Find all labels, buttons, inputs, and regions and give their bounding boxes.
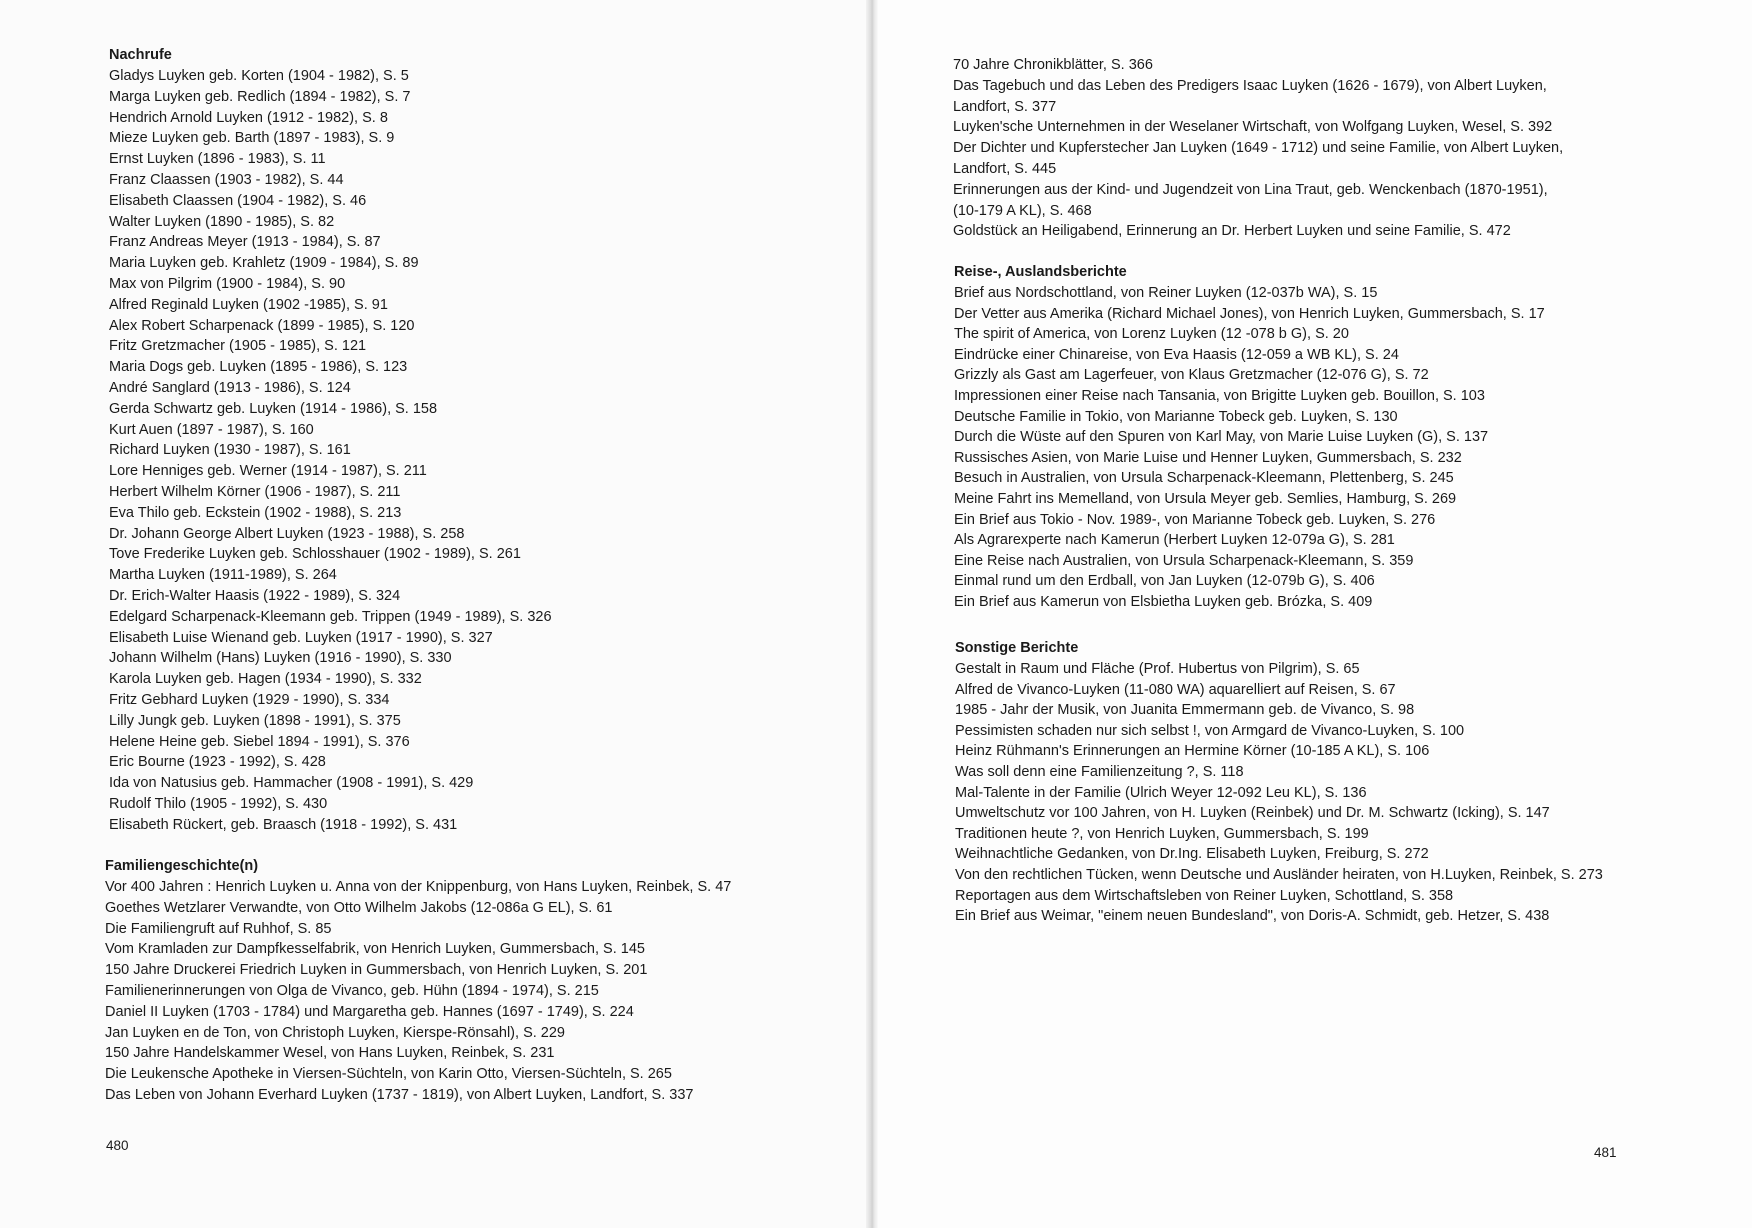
list-item: Gestalt in Raum und Fläche (Prof. Hubertus von Pilgrim), S. 65	[955, 661, 1360, 677]
section-heading: Nachrufe	[109, 47, 172, 63]
section-reiseberichte	[954, 262, 1545, 613]
list-item: Lilly Jungk geb. Luyken (1898 - 1991), S. 375	[109, 712, 401, 729]
list-item: Rudolf Thilo (1905 - 1992), S. 430	[109, 795, 328, 812]
list-item: Durch die Wüste auf den Spuren von Karl May, von Marie Luise Luyken (G), S. 137	[954, 429, 1489, 446]
list-item: Max von Pilgrim (1900 - 1984), S. 90	[109, 275, 346, 292]
list-item: Ein Brief aus Weimar, "einem neuen Bundesland", von Doris-A. Schmidt, geb. Hetzer, S. 438	[955, 908, 1550, 925]
list-item: Johann Wilhelm (Hans) Luyken (1916 - 1990), S. 330	[109, 650, 452, 667]
list-item: Kurt Auen (1897 - 1987), S. 160	[109, 421, 314, 438]
list-item: Mieze Luyken geb. Barth (1897 - 1983), S. 9	[109, 130, 395, 147]
list-item: Ein Brief aus Tokio - Nov. 1989-, von Marianne Tobeck geb. Luyken, S. 276	[954, 511, 1436, 528]
list-item: Von den rechtlichen Tücken, wenn Deutsche und Ausländer heiraten, von H.Luyken, Reinbek, S. 273	[955, 866, 1603, 883]
list-item: 70 Jahre Chronikblätter, S. 366	[953, 57, 1153, 73]
list-item: Elisabeth Luise Wienand geb. Luyken (1917 - 1990), S. 327	[109, 629, 493, 646]
list-item: Umweltschutz vor 100 Jahren, von H. Luyken (Reinbek) und Dr. M. Schwartz (Icking), S. 147	[955, 805, 1550, 822]
list-item: Elisabeth Rückert, geb. Braasch (1918 - 1992), S. 431	[109, 816, 458, 833]
entry-list	[954, 283, 1545, 613]
list-item: Mal-Talente in der Familie (Ulrich Weyer 12-092 Leu KL), S. 136	[955, 784, 1367, 801]
list-item: Fritz Gebhard Luyken (1929 - 1990), S. 334	[109, 691, 390, 708]
list-item: Der Dichter und Kupferstecher Jan Luyken (1649 - 1712) und seine Familie, von Albert Luyken,	[953, 140, 1564, 157]
list-item: Ein Brief aus Kamerun von Elsbiethа Luyken geb. Brózka, S. 409	[954, 593, 1373, 610]
list-item: Landfort, S. 377	[953, 98, 1057, 115]
list-item: Eine Reise nach Australien, von Ursula Scharpenack-Kleemann, S. 359	[954, 552, 1414, 569]
list-item: Karola Luyken geb. Hagen (1934 - 1990), S. 332	[109, 671, 422, 688]
list-item: Maria Dogs geb. Luyken (1895 - 1986), S. 123	[109, 359, 408, 376]
list-item: Hendrich Arnold Luyken (1912 - 1982), S. 8	[109, 109, 388, 126]
list-item: Als Agrarexperte nach Kamerun (Herbert Luyken 12-079a G), S. 281	[954, 532, 1395, 549]
list-item: Lore Henniges geb. Werner (1914 - 1987), S. 211	[109, 463, 427, 480]
list-item: Maria Luyken geb. Krahletz (1909 - 1984), S. 89	[109, 255, 419, 272]
list-item: Edelgard Scharpenack-Kleemann geb. Trippen (1949 - 1989), S. 326	[109, 608, 552, 625]
list-item: Russisches Asien, von Marie Luise und Henner Luyken, Gummersbach, S. 232	[954, 449, 1462, 466]
list-item: Franz Andreas Meyer (1913 - 1984), S. 87	[109, 234, 381, 251]
list-item: Franz Claassen (1903 - 1982), S. 44	[109, 171, 344, 188]
list-item: Der Vetter aus Amerika (Richard Michael Jones), von Henrich Luyken, Gummersbach, S. 17	[954, 305, 1545, 322]
list-item: Dr. Erich-Walter Haasis (1922 - 1989), S. 324	[109, 587, 401, 604]
list-item: Vor 400 Jahren : Henrich Luyken u. Anna von der Knippenburg, von Hans Luyken, Reinbek, S. 47	[105, 879, 732, 895]
list-item: Elisabeth Claassen (1904 - 1982), S. 46	[109, 192, 367, 209]
section-nachrufe	[109, 45, 552, 835]
list-item: Goldstück an Heiligabend, Erinnerung an Dr. Herbert Luyken und seine Familie, S. 472	[953, 223, 1511, 240]
list-item: Tove Frederike Luyken geb. Schlosshauer (1902 - 1989), S. 261	[109, 546, 521, 563]
list-item: Heinz Rühmann's Erinnerungen an Hermine Körner (10-185 A KL), S. 106	[955, 743, 1430, 760]
list-item: Ernst Luyken (1896 - 1983), S. 11	[109, 151, 326, 168]
list-item: Was soll denn eine Familienzeitung ?, S. 118	[955, 763, 1244, 780]
list-item: Einmal rund um den Erdball, von Jan Luyken (12-079b G), S. 406	[954, 573, 1375, 590]
list-item: Dr. Johann George Albert Luyken (1923 - 1988), S. 258	[109, 525, 465, 542]
section-heading: Reise-, Auslandsberichte	[954, 264, 1127, 280]
list-item: Reportagen aus dem Wirtschaftsleben von Reiner Luyken, Schottland, S. 358	[955, 887, 1454, 904]
list-item: Ida von Natusius geb. Hammacher (1908 - 1991), S. 429	[109, 775, 474, 792]
entry-list	[955, 659, 1603, 927]
list-item: André Sanglard (1913 - 1986), S. 124	[109, 379, 351, 396]
list-item: Walter Luyken (1890 - 1985), S. 82	[109, 213, 335, 230]
section-sonstige	[955, 638, 1603, 927]
list-item: Das Tagebuch und das Leben des Predigers Isaac Luyken (1626 - 1679), von Albert Luyken,	[953, 77, 1547, 94]
list-item: Richard Luyken (1930 - 1987), S. 161	[109, 442, 351, 459]
list-item: Gerda Schwartz geb. Luyken (1914 - 1986), S. 158	[109, 400, 438, 417]
list-item: Fritz Gretzmacher (1905 - 1985), S. 121	[109, 338, 367, 355]
list-item: Goethes Wetzlarer Verwandte, von Otto Wilhelm Jakobs (12-086a G EL), S. 61	[105, 899, 613, 916]
list-item: Alfred Reginald Luyken (1902 -1985), S. 91	[109, 296, 388, 313]
page-number-left: 480	[106, 1138, 129, 1153]
list-item: Die Familiengruft auf Ruhhof, S. 85	[105, 920, 332, 937]
list-item: Eindrücke einer Chinareise, von Eva Haasis (12-059 a WB KL), S. 24	[954, 346, 1399, 363]
entry-list	[109, 66, 552, 835]
list-item: Traditionen heute ?, von Henrich Luyken, Gummersbach, S. 199	[955, 825, 1369, 842]
list-item: (10-179 A KL), S. 468	[953, 202, 1092, 219]
list-item: Das Leben von Johann Everhard Luyken (1737 - 1819), von Albert Luyken, Landfort, S. 337	[105, 1086, 694, 1103]
list-item: Martha Luyken (1911-1989), S. 264	[109, 567, 337, 584]
list-item: 150 Jahre Druckerei Friedrich Luyken in Gummersbach, von Henrich Luyken, S. 201	[105, 962, 648, 979]
section-heading: Familiengeschichte(n)	[105, 858, 259, 874]
list-item: Daniel II Luyken (1703 - 1784) und Margaretha geb. Hannes (1697 - 1749), S. 224	[105, 1003, 634, 1020]
list-item: Helene Heine geb. Siebel 1894 - 1991), S. 376	[109, 733, 410, 750]
list-item: Impressionen einer Reise nach Tansania, von Brigitte Luyken geb. Bouillon, S. 103	[954, 387, 1485, 404]
list-item: 150 Jahre Handelskammer Wesel, von Hans Luyken, Reinbek, S. 231	[105, 1045, 555, 1062]
list-item: Gladys Luyken geb. Korten (1904 - 1982), S. 5	[109, 68, 409, 84]
list-item: Landfort, S. 445	[953, 160, 1057, 177]
list-item: Alfred de Vivanco-Luyken (11-080 WA) aquarelliert auf Reisen, S. 67	[955, 681, 1396, 698]
list-item: Herbert Wilhelm Körner (1906 - 1987), S. 211	[109, 483, 401, 500]
list-item: 1985 - Jahr der Musik, von Juanita Emmermann geb. de Vivanco, S. 98	[955, 702, 1415, 719]
list-item: Jan Luyken en de Ton, von Christoph Luyken, Kierspe-Rönsahl), S. 229	[105, 1024, 565, 1041]
list-item: Die Leukensche Apotheke in Viersen-Süchteln, von Karin Otto, Viersen-Süchteln, S. 265	[105, 1066, 672, 1083]
list-item: The spirit of America, von Lorenz Luyken (12 -078 b G), S. 20	[954, 326, 1349, 343]
list-item: Luyken'sche Unternehmen in der Weselaner Wirtschaft, von Wolfgang Luyken, Wesel, S. 392	[953, 119, 1553, 136]
entry-list	[953, 55, 1563, 242]
book-gutter	[866, 0, 878, 1228]
section-right-intro	[953, 55, 1563, 242]
list-item: Pessimisten schaden nur sich selbst !, von Armgard de Vivanco-Luyken, S. 100	[955, 722, 1465, 739]
page-number-right: 481	[1594, 1145, 1617, 1160]
list-item: Erinnerungen aus der Kind- und Jugendzeit von Lina Traut, geb. Wenckenbach (1870-1951),	[953, 181, 1548, 198]
list-item: Familienerinnerungen von Olga de Vivanco, geb. Hühn (1894 - 1974), S. 215	[105, 982, 599, 999]
entry-list	[105, 877, 731, 1106]
list-item: Meine Fahrt ins Memelland, von Ursula Meyer geb. Semlies, Hamburg, S. 269	[954, 490, 1457, 507]
section-heading: Sonstige Berichte	[955, 640, 1079, 656]
list-item: Eva Thilo geb. Eckstein (1902 - 1988), S. 213	[109, 504, 402, 521]
list-item: Marga Luyken geb. Redlich (1894 - 1982), S. 7	[109, 88, 411, 105]
section-familiengeschichte	[105, 856, 731, 1106]
list-item: Grizzly als Gast am Lagerfeuer, von Klaus Gretzmacher (12-076 G), S. 72	[954, 367, 1429, 384]
list-item: Alex Robert Scharpenack (1899 - 1985), S. 120	[109, 317, 415, 334]
list-item: Vom Kramladen zur Dampfkesselfabrik, von Henrich Luyken, Gummersbach, S. 145	[105, 941, 645, 958]
list-item: Weihnachtliche Gedanken, von Dr.Ing. Elisabeth Luyken, Freiburg, S. 272	[955, 846, 1429, 863]
list-item: Deutsche Familie in Tokio, von Marianne Tobeck geb. Luyken, S. 130	[954, 408, 1398, 425]
list-item: Eric Bourne (1923 - 1992), S. 428	[109, 754, 326, 771]
list-item: Besuch in Australien, von Ursula Scharpenack-Kleemann, Plettenberg, S. 245	[954, 470, 1454, 487]
list-item: Brief aus Nordschottland, von Reiner Luyken (12-037b WA), S. 15	[954, 285, 1378, 301]
